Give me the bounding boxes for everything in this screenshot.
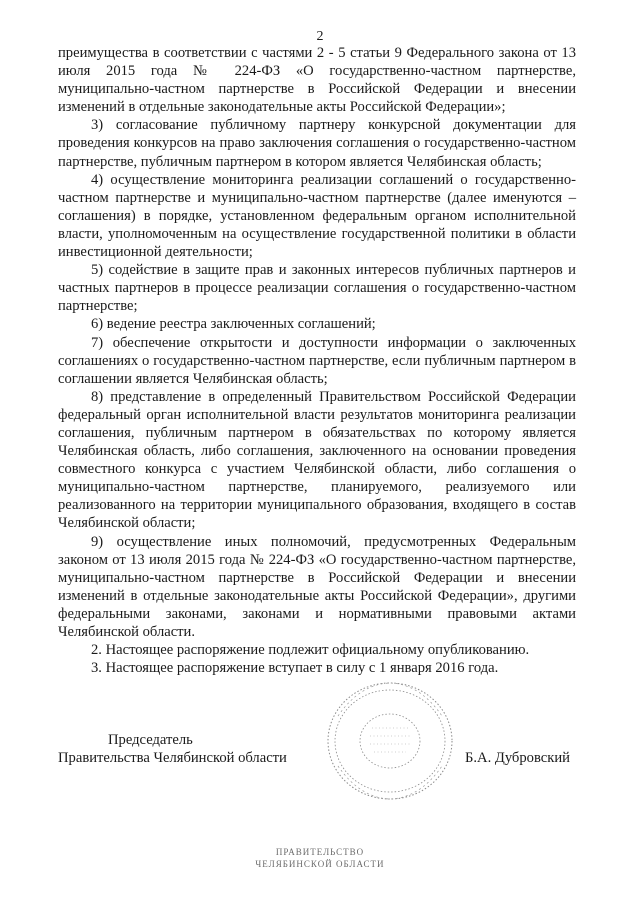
paragraph-item-9: 9) осуществление иных полномочий, предусмотренных Федеральным законом от 13 июля 2015 года № 224-ФЗ «О государственно-частном партнерстве, муниципально-частном партнерстве в Российской Федерации и внесении изменений в отдельные законодательные акты Российской Федерации», другими федеральными законами, законами и нормативными правовыми актами Челябинской области. [58,533,576,640]
paragraph-item-3: 3) согласование публичному партнеру конкурсной документации для проведения конкурсов на право заключения соглашения о государственно-частном партнерстве, публичным партнером в котором является Челябинская область; [58,117,576,170]
paragraph-item-8: 8) представление в определенный Правительством Российской Федерации федеральный орган исполнительной власти результатов мониторинга реализации соглашения, публичным партнером в обязательствах по которому является Челябинская область, либо соглашения, заключенного на основании проведения совместного конкурса с участием Челябинской области, либо соглашения о муниципально-частном партнерстве, планируемого, реализуемого или реализованного на территории муниципального образования, входящего в состав Челябинской области; [58,388,576,532]
footer-stamp [0,846,640,870]
paragraph-item-5: 5) содействие в защите прав и законных интересов публичных партнеров и частных партнеров в процессе реализации соглашения о государственно-частном партнерстве; [58,262,576,315]
official-seal-stamp [320,676,460,806]
footer-stamp-line1: ПРАВИТЕЛЬСТВО [275,847,365,857]
page-number: 2 [316,29,324,44]
paragraph-item-6: 6) ведение реестра заключенных соглашений; [91,316,376,333]
signatory-title [58,731,287,767]
paragraph-item-7: 7) обеспечение открытости и доступности информации о заключенных соглашениях о государственно-частном партнерстве, если публичным партнером в соглашении является Челябинская область; [58,334,576,387]
footer-stamp-line2: ЧЕЛЯБИНСКОЙ ОБЛАСТИ [255,859,385,869]
signatory-title-line2: Правительства Челябинской области [58,750,287,766]
paragraph-clause-2: 2. Настоящее распоряжение подлежит официальному опубликованию. [91,642,530,659]
paragraph-clause-3: 3. Настоящее распоряжение вступает в силу с 1 января 2016 года. [91,660,499,677]
document-body [58,44,576,677]
signatory-name: Б.А. Дубровский [465,750,570,766]
paragraph-item-4: 4) осуществление мониторинга реализации соглашений о государственно-частном партнерстве и муниципально-частном партнерстве (далее именуются – соглашения) в порядке, установленном федеральным органом исполнительной власти, уполномоченным на осуществление государственной политики в области инвестиционной деятельности; [58,171,576,261]
signatory-title-line1: Председатель [108,732,193,748]
paragraph-continuation: преимущества в соответствии с частями 2 - 5 статьи 9 Федерального закона от 13 июля 2015 года № 224-ФЗ «О государственно-частном партнерстве, муниципально-частном партнерстве в Российской Федерации и внесении изменений в отдельные законодательные акты Российской Федерации»; [58,45,576,116]
